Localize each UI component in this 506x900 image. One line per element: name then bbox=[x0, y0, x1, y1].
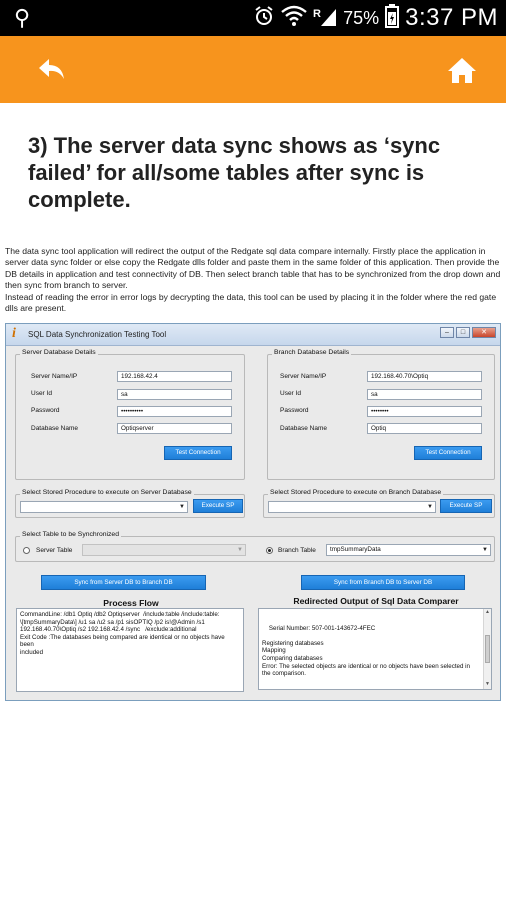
signal-icon bbox=[313, 5, 337, 31]
chevron-down-icon: ▼ bbox=[237, 547, 243, 553]
server-db-group-label: Server Database Details bbox=[22, 349, 96, 356]
branch-table-selected: tmpSummaryData bbox=[330, 546, 381, 553]
home-icon[interactable] bbox=[440, 48, 484, 92]
server-test-connection-button[interactable]: Test Connection bbox=[164, 446, 232, 460]
server-execute-sp-button[interactable]: Execute SP bbox=[193, 499, 243, 513]
server-table-radio-label: Server Table bbox=[36, 547, 73, 554]
branch-sp-dropdown[interactable] bbox=[268, 501, 436, 513]
app-info-icon: i bbox=[12, 326, 16, 341]
table-select-label: Select Table to be Synchronized bbox=[22, 531, 119, 538]
branch-table-dropdown[interactable] bbox=[326, 544, 491, 556]
sync-server-to-branch-button[interactable]: Sync from Server DB to Branch DB bbox=[41, 575, 206, 590]
window-titlebar bbox=[6, 324, 500, 346]
usb-icon: ⚲ bbox=[14, 5, 31, 30]
redirected-output-box[interactable] bbox=[258, 608, 492, 690]
scroll-up-icon[interactable]: ▲ bbox=[485, 609, 490, 615]
server-table-dropdown bbox=[82, 544, 246, 556]
alarm-icon bbox=[253, 5, 275, 31]
branch-password-label: Password bbox=[280, 407, 309, 414]
window-title: SQL Data Synchronization Testing Tool bbox=[28, 330, 167, 339]
branch-server-name-label: Server Name/IP bbox=[280, 373, 327, 380]
sync-branch-to-server-button[interactable]: Sync from Branch DB to Server DB bbox=[301, 575, 465, 590]
branch-test-connection-button[interactable]: Test Connection bbox=[414, 446, 482, 460]
server-db-group bbox=[15, 349, 245, 480]
branch-sp-label: Select Stored Procedure to execute on Branch Database bbox=[270, 489, 442, 496]
process-flow-output[interactable]: CommandLine: /db1 Optiq /db2 Optiqserver /include:table /include:table: \[tmpSummaryData\] /u1 sa /u2 sa /p1 sisOPTIQ /p2 is!@Admin /s1 192.168.40.70\Optiq /s2 192.168.42.4 /sync /exclude:additional Exit Code :The databases being compared are identical or no objects have been included bbox=[16, 608, 244, 692]
process-flow-title: Process Flow bbox=[103, 598, 159, 608]
minimize-icon[interactable]: – bbox=[440, 327, 454, 338]
database-name-label: Database Name bbox=[31, 425, 78, 432]
password-label: Password bbox=[31, 407, 60, 414]
server-sp-group bbox=[15, 489, 245, 518]
battery-percent: 75% bbox=[343, 7, 380, 28]
maximize-icon[interactable]: □ bbox=[456, 327, 470, 338]
server-table-radio[interactable] bbox=[23, 547, 30, 554]
chevron-down-icon: ▼ bbox=[179, 504, 185, 510]
branch-database-name-label: Database Name bbox=[280, 425, 327, 432]
branch-database-name-input[interactable]: Optiq bbox=[367, 423, 482, 434]
branch-table-radio-label: Branch Table bbox=[278, 547, 316, 554]
server-sp-label: Select Stored Procedure to execute on Server Database bbox=[22, 489, 192, 496]
back-arrow-icon[interactable] bbox=[30, 48, 74, 92]
battery-icon bbox=[385, 4, 399, 32]
branch-user-id-input[interactable]: sa bbox=[367, 389, 482, 400]
article-paragraph bbox=[5, 246, 503, 314]
user-id-label: User Id bbox=[31, 390, 52, 397]
password-input[interactable]: •••••••••• bbox=[117, 406, 232, 417]
sync-tool-window bbox=[5, 323, 501, 701]
scroll-down-icon[interactable]: ▼ bbox=[485, 681, 490, 688]
branch-password-input[interactable]: •••••••• bbox=[367, 406, 482, 417]
user-id-input[interactable]: sa bbox=[117, 389, 232, 400]
svg-text:R: R bbox=[313, 8, 322, 20]
branch-server-name-input[interactable]: 192.168.40.70\Optiq bbox=[367, 371, 482, 382]
server-name-input[interactable]: 192.168.42.4 bbox=[117, 371, 232, 382]
output-scrollbar[interactable] bbox=[483, 609, 491, 689]
redirected-output-text: Serial Number: 507-001-143672-4FEC Registering databases Mapping Comparing databases Error: The selected objects are identical or no objects have been selected in the comparison. bbox=[262, 624, 470, 678]
branch-db-group-label: Branch Database Details bbox=[274, 349, 350, 356]
table-select-group bbox=[15, 531, 495, 562]
branch-db-group bbox=[267, 349, 495, 480]
server-sp-dropdown[interactable] bbox=[20, 501, 188, 513]
clock: 3:37 PM bbox=[405, 4, 498, 31]
wifi-icon bbox=[281, 5, 307, 31]
scroll-thumb[interactable] bbox=[485, 635, 490, 663]
status-bar bbox=[0, 0, 506, 36]
paragraph-1: The data sync tool application will redirect the output of the Redgate sql data compare internally. Firstly place the application in server data sync folder or else copy the Redgate dlls folder and paste them in the same folder of this application. Then provide the DB details in application and test connectivity of DB. Then select branch table that has to be synchronized from the drop down and then sync from branch to server. bbox=[5, 246, 501, 291]
branch-user-id-label: User Id bbox=[280, 390, 301, 397]
redirected-output-title: Redirected Output of Sql Data Comparer bbox=[293, 596, 459, 606]
server-name-label: Server Name/IP bbox=[31, 373, 78, 380]
app-bar bbox=[0, 36, 506, 103]
chevron-down-icon: ▼ bbox=[427, 504, 433, 510]
branch-sp-group bbox=[263, 489, 495, 518]
branch-table-radio[interactable] bbox=[266, 547, 273, 554]
branch-execute-sp-button[interactable]: Execute SP bbox=[440, 499, 492, 513]
close-icon[interactable]: ✕ bbox=[472, 327, 496, 338]
chevron-down-icon: ▼ bbox=[482, 547, 488, 553]
article-heading: 3) The server data sync shows as ‘sync failed’ for all/some tables after sync is complete. bbox=[28, 133, 441, 212]
paragraph-2: Instead of reading the error in error logs by decrypting the data, this tool can be used by placing it in the folder where the red gate dlls are present. bbox=[5, 291, 497, 314]
database-name-input[interactable]: Optiqserver bbox=[117, 423, 232, 434]
